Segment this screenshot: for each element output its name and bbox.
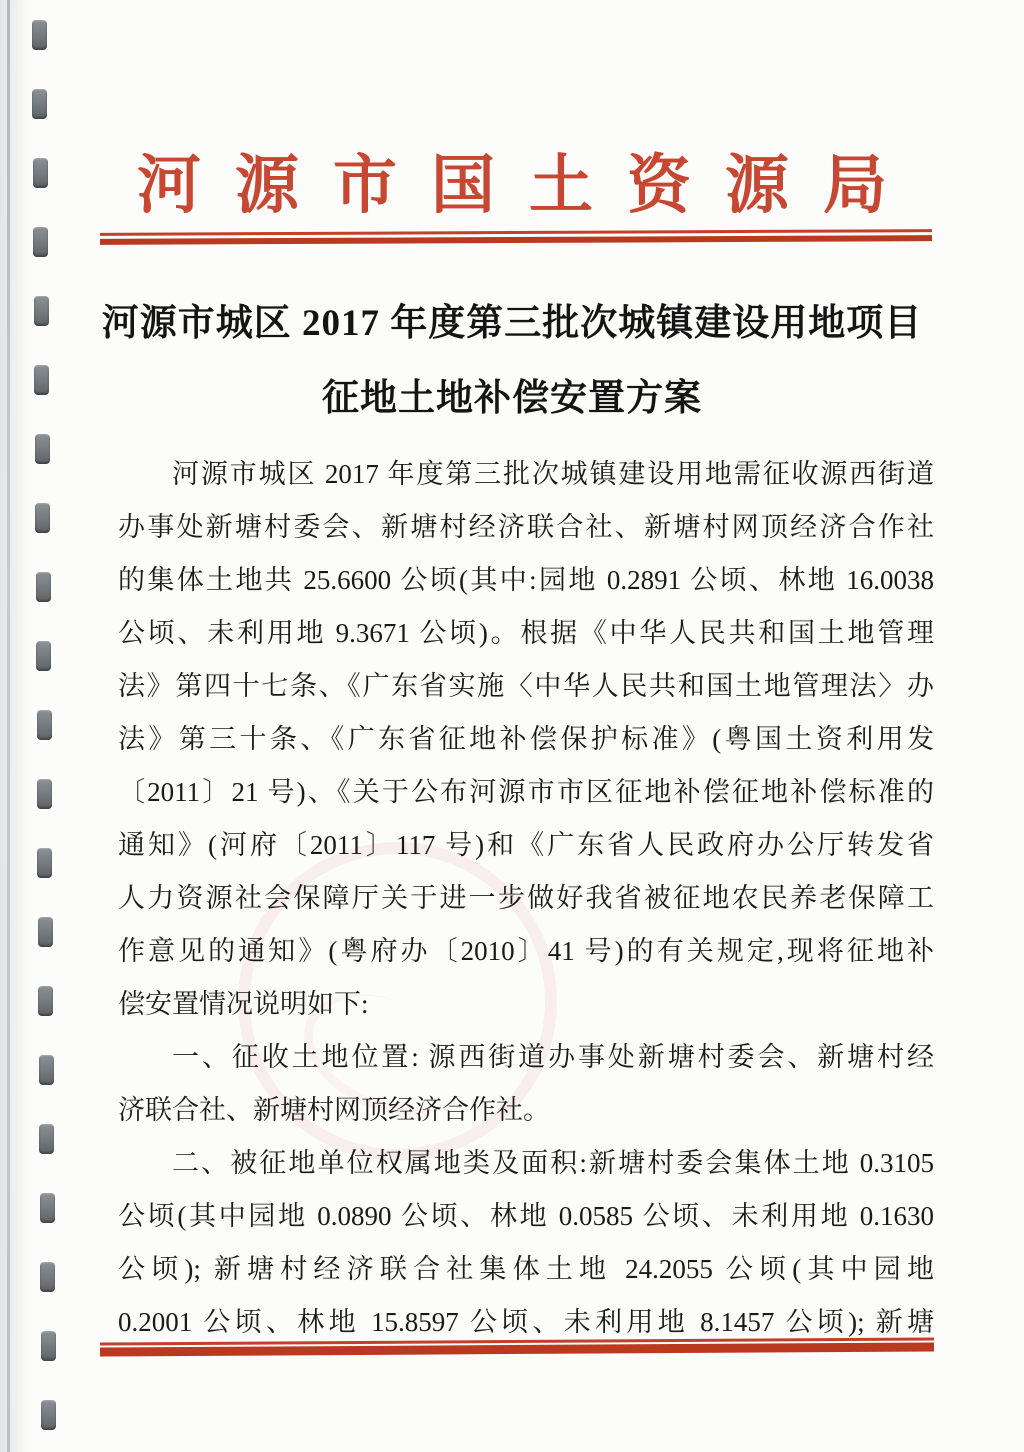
- binding-hole: [39, 1055, 54, 1085]
- binding-hole: [41, 1331, 56, 1361]
- body-line: 人力资源社会保障厅关于进一步做好我省被征地农民养老保障工: [118, 883, 934, 913]
- binding-hole: [35, 503, 50, 533]
- binding-hole: [39, 1124, 54, 1154]
- binding-hole: [33, 227, 48, 257]
- body-line: 法》第四十七条、《广东省实施〈中华人民共和国土地管理法〉办: [118, 671, 934, 701]
- document-title-line1: 河源市城区 2017 年度第三批次城镇建设用地项目: [101, 303, 923, 344]
- body-line: 办事处新塘村委会、新塘村经济联合社、新塘村网顶经济合作社: [118, 512, 934, 542]
- binding-hole: [32, 20, 47, 50]
- binding-hole: [40, 1262, 55, 1292]
- body-line: 公顷、未利用地 9.3671 公顷)。根据《中华人民共和国土地管理: [118, 618, 934, 648]
- letterhead-divider-rule: [100, 229, 932, 245]
- letterhead-agency-title: 河源市国土资源局: [137, 150, 921, 221]
- binding-hole: [35, 434, 50, 464]
- binding-hole: [32, 89, 47, 119]
- body-line: 通知》(河府〔2011〕117 号)和《广东省人民政府办公厅转发省: [118, 830, 934, 860]
- binding-hole: [38, 986, 53, 1016]
- body-line: 公顷(其中园地 0.0890 公顷、林地 0.0585 公顷、未利用地 0.1630: [118, 1201, 934, 1231]
- binding-hole: [37, 779, 52, 809]
- body-line: 公顷); 新塘村经济联合社集体土地 24.2055 公顷(其中园地: [118, 1254, 934, 1284]
- body-line: 0.2001 公顷、林地 15.8597 公顷、未利用地 8.1457 公顷); 新塘: [118, 1307, 934, 1337]
- body-line: 一、征收土地位置: 源西街道办事处新塘村委会、新塘村经: [172, 1042, 934, 1072]
- body-line: 济联合社、新塘村网顶经济合作社。: [118, 1095, 550, 1125]
- document-body: [118, 448, 934, 1349]
- body-line: 偿安置情况说明如下:: [118, 989, 369, 1019]
- binding-hole: [37, 710, 52, 740]
- document-title: [0, 292, 1024, 421]
- binding-hole: [36, 641, 51, 671]
- body-line: 河源市城区 2017 年度第三批次城镇建设用地需征收源西街道: [172, 459, 934, 489]
- letterhead-rule-thick: [100, 235, 932, 245]
- binding-hole: [36, 572, 51, 602]
- body-line: 的集体土地共 25.6600 公顷(其中:园地 0.2891 公顷、林地 16.0038: [118, 565, 934, 595]
- document-title-line2: 征地土地补偿安置方案: [322, 378, 702, 419]
- binding-hole: [38, 917, 53, 947]
- body-line: 〔2011〕21 号)、《关于公布河源市市区征地补偿征地补偿标准的: [118, 777, 934, 807]
- body-line: 作意见的通知》(粤府办〔2010〕41 号)的有关规定,现将征地补: [118, 936, 934, 966]
- binding-hole: [41, 1400, 56, 1430]
- body-line: 二、被征地单位权属地类及面积:新塘村委会集体土地 0.3105: [172, 1148, 934, 1178]
- body-line: 法》第三十条、《广东省征地补偿保护标准》(粤国土资利用发: [118, 724, 934, 754]
- binding-hole: [40, 1193, 55, 1223]
- binding-hole: [37, 848, 52, 878]
